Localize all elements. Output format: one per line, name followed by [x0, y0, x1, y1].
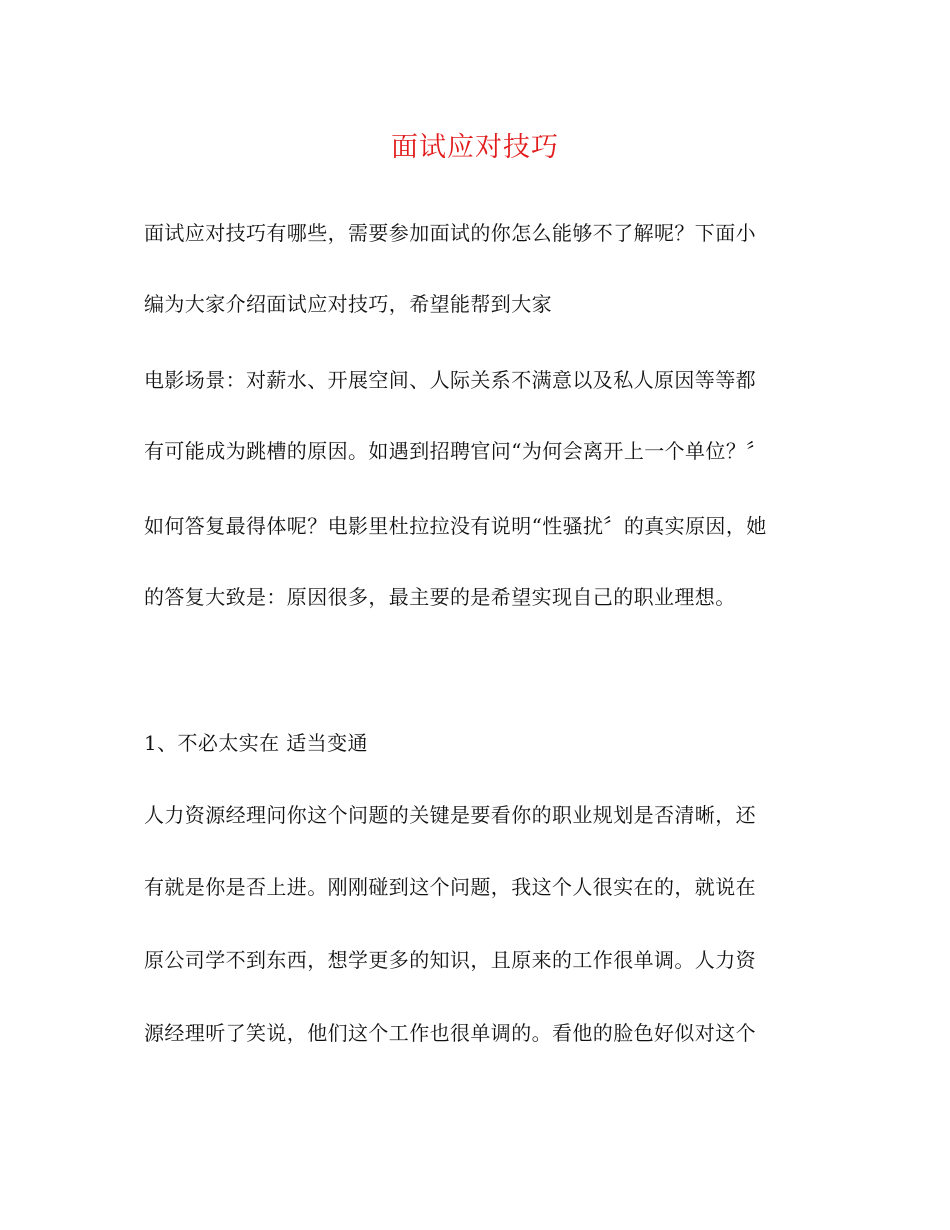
paragraph-line: 人力资源经理问你这个问题的关键是要看你的职业规划是否清晰，还	[144, 803, 756, 827]
paragraph-line: 原公司学不到东西，想学更多的知识，且原来的工作很单调。人力资	[144, 948, 756, 972]
paragraph-line: 的答复大致是：原因很多，最主要的是希望实现自己的职业理想。	[144, 585, 736, 609]
paragraph-line: 编为大家介绍面试应对技巧，希望能帮到大家	[144, 292, 552, 316]
document-title: 面试应对技巧	[391, 132, 559, 163]
paragraph-line: 如何答复最得体呢？电影里杜拉拉没有说明“性骚扰〞的真实原因，她	[144, 514, 767, 538]
paragraph-line: 有就是你是否上进。刚刚碰到这个问题，我这个人很实在的，就说在	[144, 875, 756, 899]
paragraph-line: 电影场景：对薪水、开展空间、人际关系不满意以及私人原因等等都	[144, 368, 756, 392]
paragraph-line: 有可能成为跳槽的原因。如遇到招聘官问“为何会离开上一个单位？〞	[144, 439, 767, 463]
section-heading: 1、不必太实在 适当变通	[144, 731, 368, 755]
paragraph-line: 面试应对技巧有哪些，需要参加面试的你怎么能够不了解呢？下面小	[144, 221, 756, 245]
paragraph-line: 源经理听了笑说，他们这个工作也很单调的。看他的脸色好似对这个	[144, 1021, 756, 1045]
